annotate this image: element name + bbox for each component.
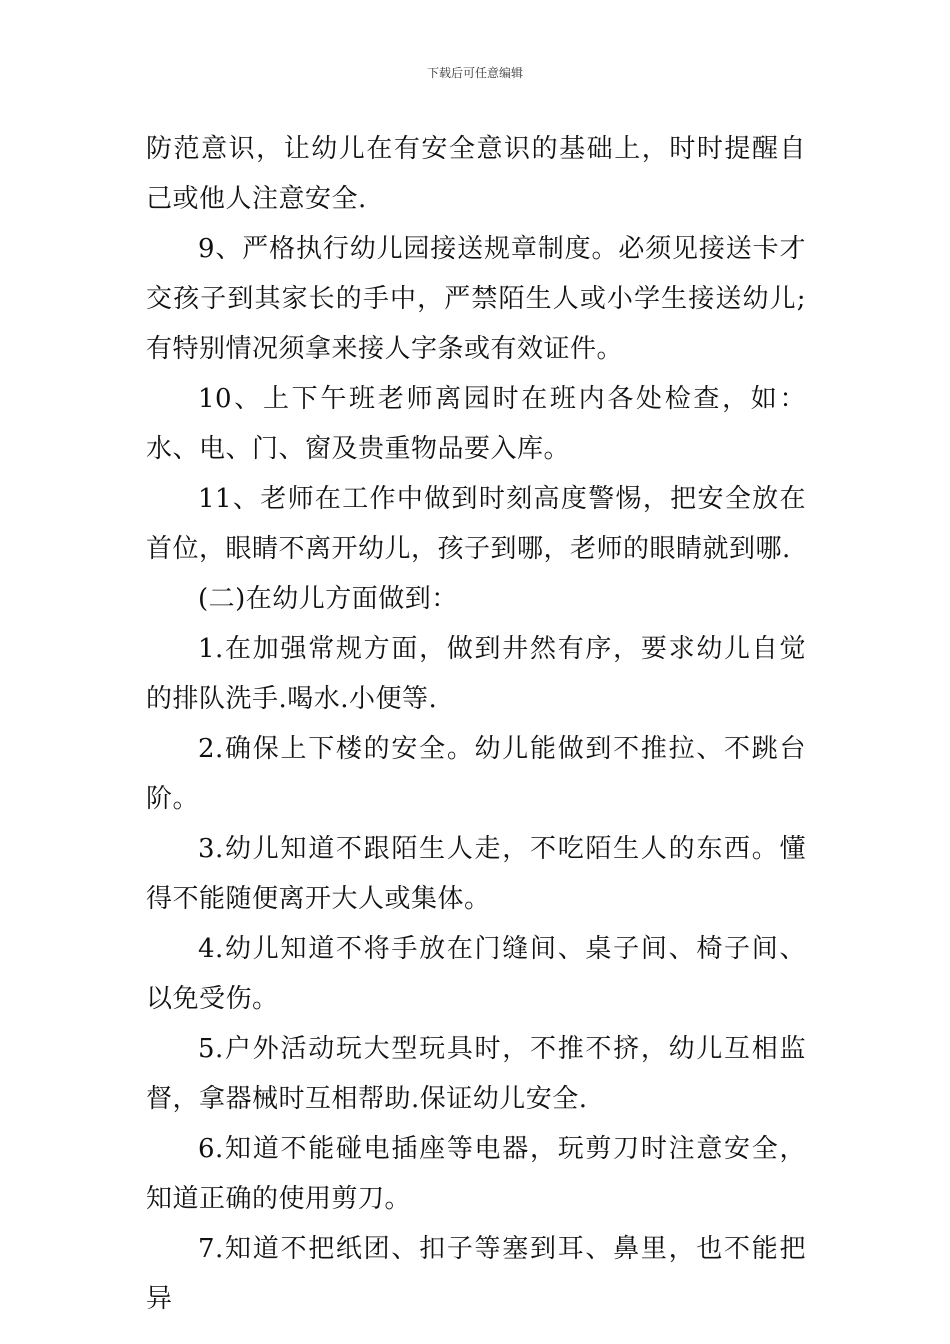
paragraph-2: 9、严格执行幼儿园接送规章制度。必须见接送卡才交孩子到其家长的手中，严禁陌生人或小学生接送幼儿;有特别情况须拿来接人字条或有效证件。 [146, 234, 806, 364]
page-header: 下载后可任意编辑 [426, 66, 523, 80]
list-item-6: 6.知道不能碰电插座等电器，玩剪刀时注意安全，知道正确的使用剪刀。 [146, 1134, 806, 1214]
list-item-3: 3.幼儿知道不跟陌生人走，不吃陌生人的东西。懂得不能随便离开大人或集体。 [146, 834, 806, 914]
paragraph-1: 防范意识，让幼儿在有安全意识的基础上，时时提醒自己或他人注意安全. [146, 134, 806, 214]
document-body [146, 124, 806, 1324]
list-item-1: 1.在加强常规方面，做到井然有序，要求幼儿自觉的排队洗手.喝水.小便等. [146, 634, 806, 714]
list-item-2: 2.确保上下楼的安全。幼儿能做到不推拉、不跳台阶。 [146, 734, 806, 814]
list-item-4: 4.幼儿知道不将手放在门缝间、桌子间、椅子间、以免受伤。 [146, 934, 806, 1014]
paragraph-3: 10、上下午班老师离园时在班内各处检查，如：水、电、门、窗及贵重物品要入库。 [146, 384, 806, 464]
paragraph-4: 11、老师在工作中做到时刻高度警惕，把安全放在首位，眼睛不离开幼儿，孩子到哪，老师的眼睛就到哪. [146, 484, 806, 564]
list-item-5: 5.户外活动玩大型玩具时，不推不挤，幼儿互相监督，拿器械时互相帮助.保证幼儿安全. [146, 1034, 806, 1114]
list-item-7: 7.知道不把纸团、扣子等塞到耳、鼻里，也不能把异 [146, 1234, 806, 1314]
section-heading: (二)在幼儿方面做到： [198, 584, 458, 614]
